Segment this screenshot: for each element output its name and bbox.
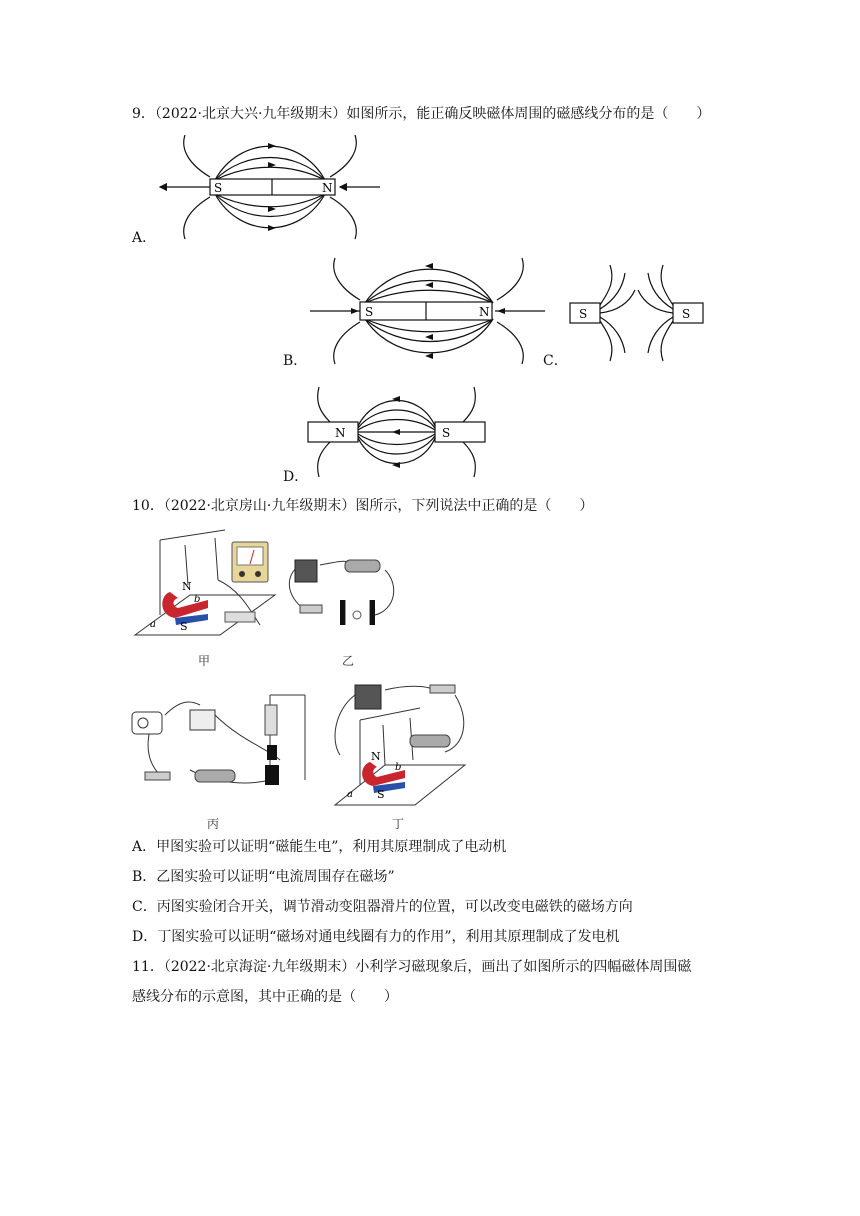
pole-label: S bbox=[214, 181, 223, 195]
pole-label: N bbox=[479, 305, 490, 319]
option-b: B．乙图实验可以证明“电流周围存在磁场” bbox=[132, 869, 395, 885]
pole-label: N bbox=[322, 181, 333, 195]
wire-label: b bbox=[395, 762, 402, 773]
figure-yi-experiment bbox=[285, 555, 400, 635]
figure-9c-two-magnets bbox=[565, 265, 710, 365]
question-9-text: 9．（2022·北京大兴·九年级期末）如图所示，能正确反映磁体周围的磁感线分布的是（ ） bbox=[132, 106, 711, 122]
option-label-d: D． bbox=[283, 469, 309, 485]
figure-9b-bar-magnet bbox=[305, 258, 550, 368]
figure-9d-two-magnets bbox=[305, 382, 490, 482]
wire-label: a bbox=[150, 619, 156, 630]
option-d: D．丁图实验可以证明“磁场对通电线圈有力的作用”，利用其原理制成了发电机 bbox=[132, 929, 620, 945]
option-label-a: A． bbox=[132, 230, 157, 246]
pole-label: S bbox=[682, 307, 691, 321]
galvanometer-icon bbox=[230, 540, 270, 585]
pole-label: N bbox=[182, 580, 192, 593]
pole-label: S bbox=[377, 788, 385, 801]
caption-jia: 甲 bbox=[198, 654, 211, 668]
pole-label: S bbox=[180, 620, 188, 633]
option-label-b: B． bbox=[283, 353, 308, 369]
figure-ding-experiment bbox=[325, 680, 475, 810]
figure-9a-bar-magnet bbox=[150, 135, 390, 245]
caption-bing: 丙 bbox=[207, 817, 220, 831]
wire-label: a bbox=[347, 789, 353, 800]
question-11-line-1: 11．（2022·北京海淀·九年级期末）小利学习磁现象后，画出了如图所示的四幅磁体周围磁 bbox=[132, 959, 692, 975]
figure-bing-experiment bbox=[130, 690, 320, 790]
wire-label: b bbox=[194, 594, 201, 605]
caption-yi: 乙 bbox=[342, 654, 355, 668]
question-11-line-2: 感线分布的示意图，其中正确的是（ ） bbox=[132, 989, 398, 1005]
pole-label: S bbox=[365, 305, 374, 319]
pole-label: S bbox=[579, 307, 588, 321]
option-c: C．丙图实验闭合开关，调节滑动变阻器滑片的位置，可以改变电磁铁的磁场方向 bbox=[132, 899, 633, 915]
caption-ding: 丁 bbox=[392, 817, 405, 831]
pole-label: N bbox=[335, 426, 346, 440]
pole-label: N bbox=[371, 750, 381, 763]
pole-label: S bbox=[442, 426, 451, 440]
option-a: A．甲图实验可以证明“磁能生电”，利用其原理制成了电动机 bbox=[132, 839, 507, 855]
option-label-c: C． bbox=[543, 353, 568, 369]
question-10-text: 10．（2022·北京房山·九年级期末）图所示，下列说法中正确的是（ ） bbox=[132, 498, 594, 514]
